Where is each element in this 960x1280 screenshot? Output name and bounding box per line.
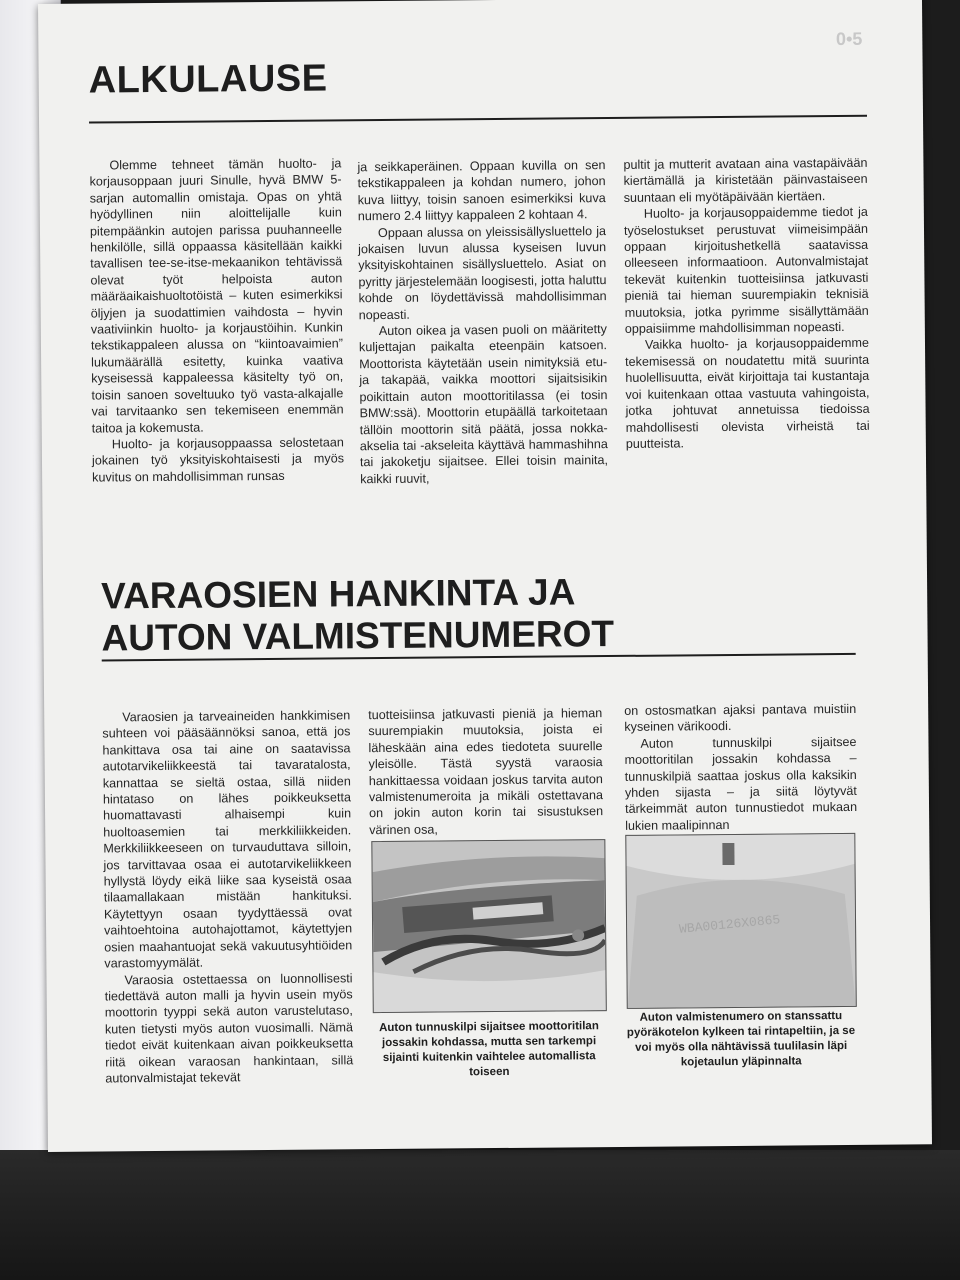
varaosat-column-3 [624, 701, 857, 834]
alkulause-column-2 [357, 157, 608, 487]
paragraph: Auton tunnuskilpi sijaitsee moottoritilan jossakin kohdassa – tunnuskilpiä saattaa joskus olla kaksikin yhden sijasta – ja siitä löytyvät tärkeimmät auton tunnustiedot mukaan lukien maalipinnan [624, 734, 858, 833]
paragraph: Vaikka huolto- ja korjausoppaidemme tekemisessä on noudatettu mitä suurinta huolellisuutta, eivät kirjoittaja tai kustantaja voi kuitenkaan ottaa vastuuta vahingoista, jotka johtuvat annetuissa tiedoissa mahdollisesti olevista virheistä tai puutteista. [625, 336, 870, 451]
paragraph: on ostosmatkan ajaksi pantava muistiin kyseinen värikoodi. [624, 701, 857, 735]
paragraph: tuotteisiinsa jatkuvasti pieniä ja hieman suurempiakin muutoksia, joista ei läheskään aina edes tiedoteta suurelle yleisölle. Tästä syystä varaosia hankittaessa voidaan joskus tarvita auton valmistenumeroita ja mikäli ostettavana on jokin auton korin tai sisustuksen värinen osa, [368, 706, 604, 837]
title-line-2: AUTON VALMISTENUMEROT [101, 612, 615, 659]
paragraph: Huolto- ja korjausoppaidemme tiedot ja työselostukset perustuvat viimeisimpään oppaan kirjoitushetkellä saatavissa olleeseen informaatioon. Autonvalmistajat tekevät kuitenkin tuotteisiinsa jatkuvasti pieniä tai hieman suurempiakin teknisiä muutoksia, jotka pyrimme sisällyttämään oppaisiimme mahdollisimman nopeasti. [623, 204, 869, 336]
book-page [38, 0, 932, 1152]
section-title-alkulause: ALKULAUSE [88, 57, 328, 102]
paragraph: Varaosia ostettaessa on luonnollisesti tiedettävä auton malli ja hyvin usein myös moottorin tyyppi sekä auton varustelutaso, kuten tietysti myös auton vuosimalli. Nämä tiedot eivät kuitenkaan aivan poikkeuksetta riitä oikean varaosan hankintaan, sillä autonvalmistajat tekevät [104, 970, 354, 1086]
table-surface [0, 1150, 960, 1280]
photo-caption-1: Auton tunnuskilpi sijaitsee moottoritilan jossakin kohdassa, mutta sen tarkempi sijainti kuitenkin vaihtelee automallista toiseen [378, 1020, 599, 1079]
svg-text:WBA00126X0865: WBA00126X0865 [678, 912, 781, 937]
title-line-1: VARAOSIEN HANKINTA JA [100, 571, 576, 617]
varaosat-column-2 [368, 705, 603, 838]
photo-caption-2: Auton valmistenumero on stanssattu pyöräkotelon kylkeen tai rintapeltiin, ja se voi myös olla nähtävissä tuulilasin läpi kojetaulun yläpinnalta [626, 1010, 856, 1069]
paragraph: Varaosien ja tarveaineiden hankkimisen suhteen voi pääsäännöksi sanoa, että jos hankittava osa tai aine on saatavissa autotarvikeliikkeestä tai tavaratalosta, kannattaa se sieltä ostaa, sillä niiden hintataso on lähes poikkeuksetta huomattavasti alhaisempi kuin huoltoasemien tai merkkiliikkeiden. Merkkiliikkeeseen on turvauduttava silloin, jos tarvittavaa osaa ei autotarvikeliikkeen hyllystä löydy eikä liike saa kyseistä osaa tilaamallakaan mistään hankituksi. Käytettyyn osaan tyydyttäessä ovat vaihtoehtoina autohajottamot, käytettyjen osien maahantuojat sekä vakuutusyhtiöiden varastomyymälät. [102, 708, 353, 971]
paragraph: ja seikkaperäinen. Oppaan kuvilla on sen tekstikappaleen ja kohdan numero, johon kuva liittyy, toisin sanoen esimerkiksi kuva numero 2.4 liittyy kappaleen 2 kohtaan 4. [357, 158, 606, 224]
paragraph: Olemme tehneet tämän huolto- ja korjausoppaan juuri Sinulle, hyvä BMW 5-sarjan automallin omistaja. Opas on yhtä hyödyllinen niin aloittelijalle kuin pitempäänkin autojen parissa puuhanneelle henkilölle, sillä oppaassa käsitellään kaikki tavallisen tee-se-itse-mekaanikon tehtävissä olevat työt helpoista auton määräaikaishuoltotöistä – kuten esimerkiksi öljyjen ja suodattimien vaihdosta – hyvin vaativiinkin huolto- ja korjaustöihin. Kunkin tekstikappaleen alussa on “kiintoavaimien” lukumäärällä esitetty, kuinka vaativa kyseisessä kappaleessa käsitelty työ on, toisin sanoen soveltuuko työ vasta-alkajalle vai tarvitaanko sen tekemiseen enemmän taitoa ja kokemusta. [89, 156, 344, 436]
paragraph: Huolto- ja korjausoppaassa selostetaan jokainen työ yksityiskohtaisesti ja myös kuvitus on mahdollisimman runsas [91, 435, 345, 485]
varaosat-column-1 [102, 707, 353, 1086]
title-rule [89, 115, 867, 124]
paragraph: Auton oikea ja vasen puoli on määritetty kuljettajan paikalta eteenpäin katsoen. Moottorista käytetään usein nimityksiä etu- ja takapää, vaikka moottori sijaitsisikin poikittain auton moottoritilassa (ei tosin BMW:ssä). Moottorin etupäällä tarkoitetaan tällöin moottorin sitä päätä, jossa nokka-akselia tai -akseleita käyttävä hammashihna tai jakoketju sijaitsee. Ellei toisin mainita, kaikki ruuvit, [358, 322, 609, 486]
engine-bay-photo [371, 839, 606, 1013]
alkulause-column-3 [623, 155, 870, 452]
page-number: 0•5 [835, 28, 863, 50]
section-title-varaosat [101, 570, 742, 660]
alkulause-column-1 [89, 155, 344, 485]
paragraph: Oppaan alussa on yleissisällysluettelo ja jokaisen luvun alussa kyseisen luvun yksityiskohtainen sisällysluettelo. Asiat on pyritty järjestelemään loogisesti, jotta haluttu kohde on löydettävissä mahdollisimman nopeasti. [358, 223, 607, 322]
paragraph: pultit ja mutterit avataan aina vastapäivään kiertämällä ja kiristetään päinvastaiseen suuntaan eli myötäpäivään kiertäen. [623, 155, 868, 205]
wheel-arch-photo [625, 833, 857, 1009]
